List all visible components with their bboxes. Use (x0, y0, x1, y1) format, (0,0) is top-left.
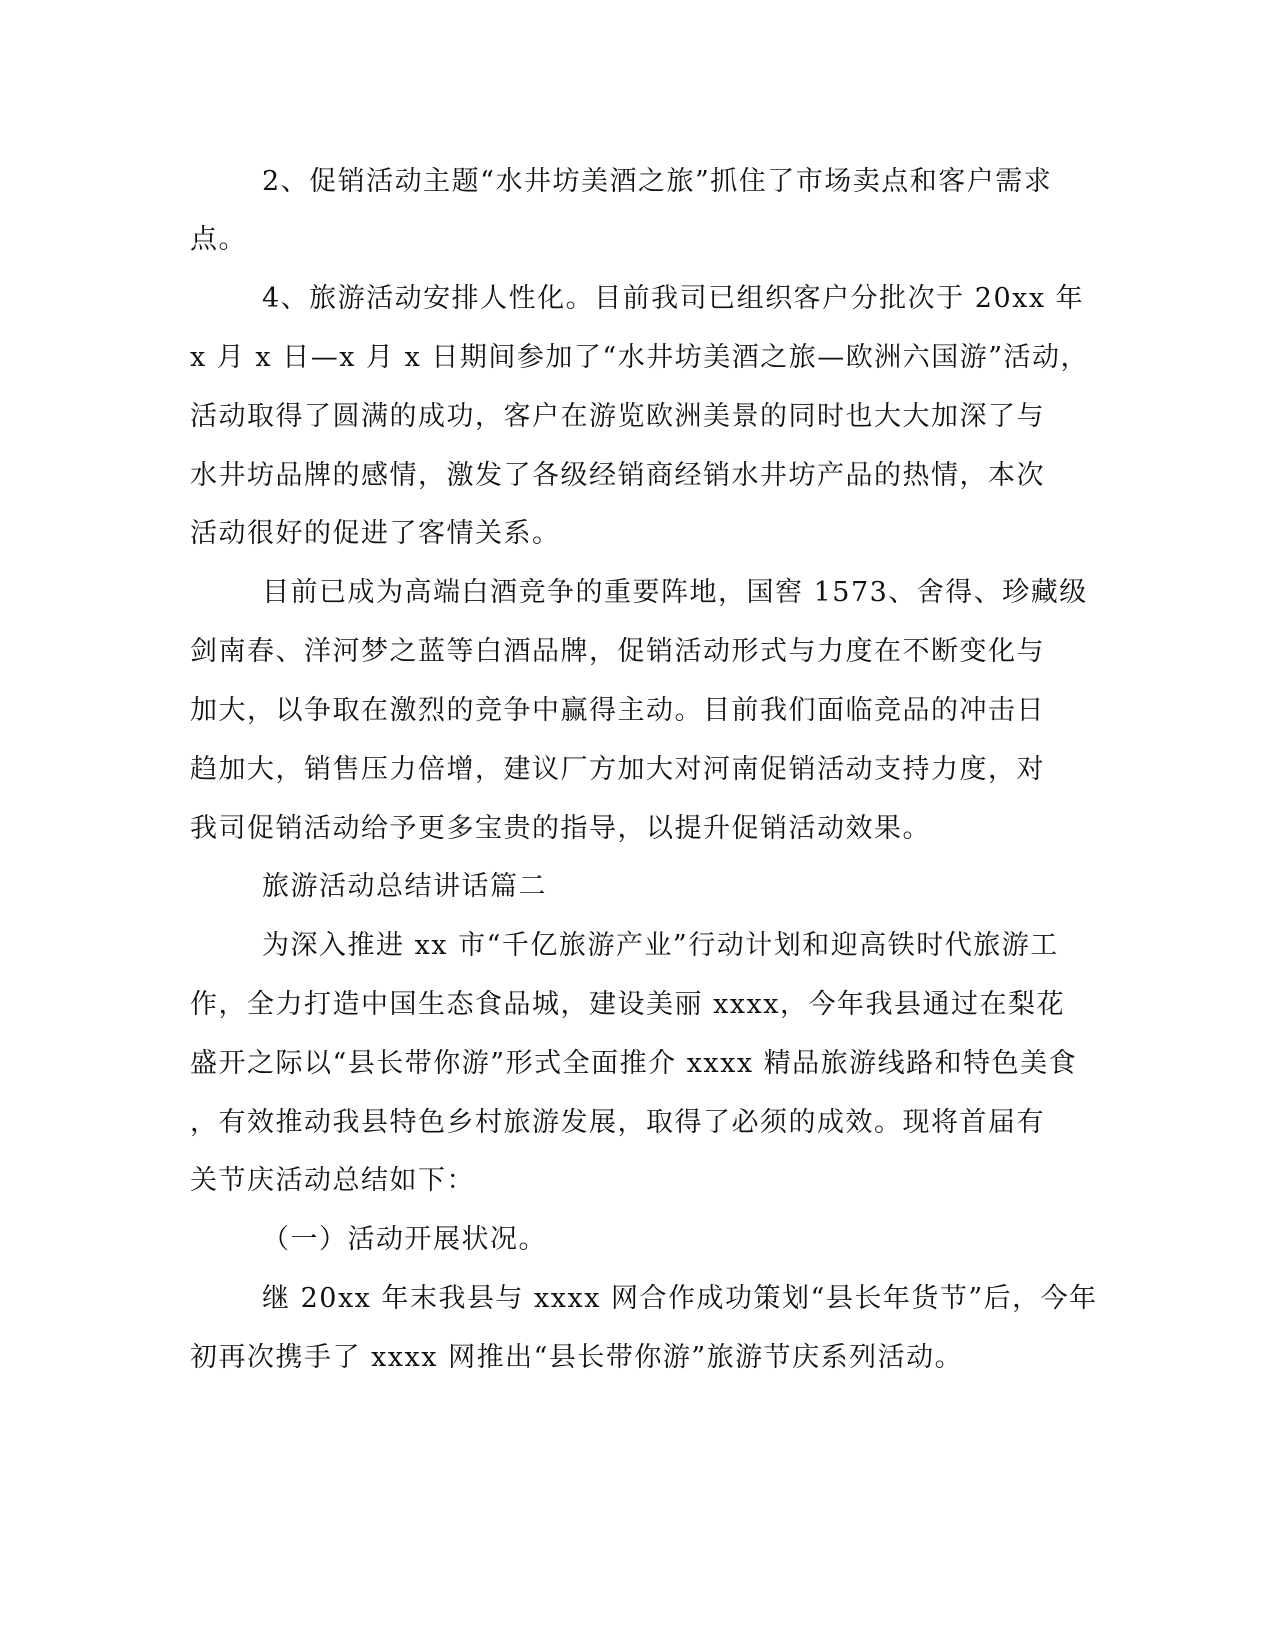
section-heading: 旅游活动总结讲话篇二 (262, 871, 547, 902)
paragraph-line: 4、旅游活动安排人性化。目前我司已组织客户分批次于 20xx 年 (262, 283, 1085, 314)
paragraph-line: 初再次携手了 xxxx 网推出“县长带你游”旅游节庆系列活动。 (190, 1342, 964, 1373)
paragraph-line: 我司促销活动给予更多宝贵的指导，以提升促销活动效果。 (190, 813, 931, 844)
paragraph-line: 水井坊品牌的感情，激发了各级经销商经销水井坊产品的热情，本次 (190, 460, 1045, 491)
paragraph-line: 活动很好的促进了客情关系。 (190, 518, 561, 549)
paragraph-line: 作，全力打造中国生态食品城，建设美丽 xxxx，今年我县通过在梨花 (190, 989, 1065, 1020)
paragraph-line: 2、促销活动主题“水井坊美酒之旅”抓住了市场卖点和客户需求 (262, 166, 1053, 197)
subsection-heading: （一）活动开展状况。 (262, 1224, 547, 1255)
paragraph-line: 盛开之际以“县长带你游”形式全面推介 xxxx 精品旅游线路和特色美食 (190, 1048, 1078, 1079)
paragraph-line: 加大，以争取在激烈的竞争中赢得主动。目前我们面临竞品的冲击日 (190, 695, 1045, 726)
paragraph-line: 关节庆活动总结如下： (190, 1165, 475, 1196)
paragraph-line: 趋加大，销售压力倍增，建议厂方加大对河南促销活动支持力度，对 (190, 754, 1045, 785)
paragraph-line: 为深入推进 xx 市“千亿旅游产业”行动计划和迎高铁时代旅游工 (262, 930, 1059, 961)
paragraph-line: 剑南春、洋河梦之蓝等白酒品牌，促销活动形式与力度在不断变化与 (190, 636, 1045, 667)
paragraph-line: 活动取得了圆满的成功，客户在游览欧洲美景的同时也大大加深了与 (190, 401, 1045, 432)
paragraph-line: x 月 x 日—x 月 x 日期间参加了“水井坊美酒之旅—欧洲六国游”活动， (190, 342, 1090, 373)
paragraph-line: 继 20xx 年末我县与 xxxx 网合作成功策划“县长年货节”后，今年 (262, 1283, 1098, 1314)
paragraph-line: 目前已成为高端白酒竞争的重要阵地，国窖 1573、舍得、珍藏级 (262, 577, 1088, 608)
paragraph-line: ，有效推动我县特色乡村旅游发展，取得了必须的成效。现将首届有 (190, 1107, 1045, 1138)
paragraph-line: 点。 (190, 224, 247, 255)
